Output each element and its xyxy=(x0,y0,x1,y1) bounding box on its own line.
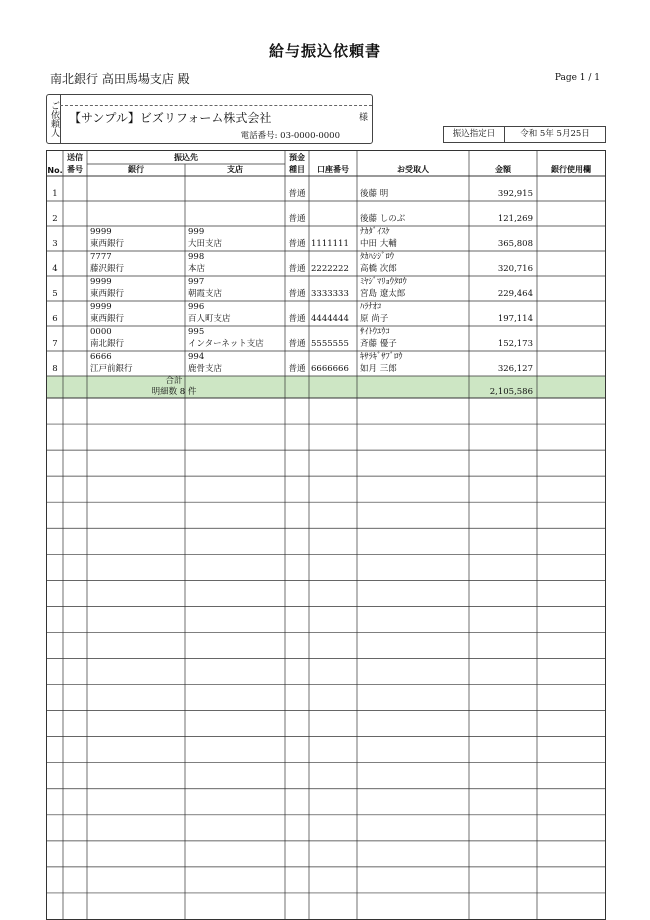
row-recipient-kana: ﾀｶﾊｼｼﾞﾛｳ xyxy=(360,252,395,262)
client-honorific: 様 xyxy=(358,113,368,123)
row-recipient-name: 後藤 明 xyxy=(360,189,389,199)
row-recipient-name: 原 尚子 xyxy=(360,314,389,324)
page-number: Page 1 / 1 xyxy=(554,73,600,83)
row-deposit-type: 普通 xyxy=(288,339,306,349)
row-no: 5 xyxy=(52,289,58,299)
row-recipient-kana: ｷｻﾗｷﾞｻﾌﾞﾛｳ xyxy=(360,352,403,362)
row-deposit-type: 普通 xyxy=(288,314,306,324)
row-no: 1 xyxy=(52,189,58,199)
row-account: 4444444 xyxy=(311,314,349,324)
client-phone: 電話番号: 03-0000-0000 xyxy=(240,131,340,141)
row-bank: 江戸前銀行 xyxy=(90,364,133,374)
header-account: 口座番号 xyxy=(317,165,349,174)
transfer-date-label: 振込指定日 xyxy=(444,127,505,142)
row-bank: 東西銀行 xyxy=(90,239,125,249)
row-no: 6 xyxy=(52,314,58,324)
row-branch: インターネット支店 xyxy=(188,339,264,349)
row-deposit-type: 普通 xyxy=(288,214,306,224)
transfer-date-box xyxy=(443,126,606,143)
client-box xyxy=(46,94,373,144)
row-branch-code: 997 xyxy=(188,277,205,287)
row-account: 1111111 xyxy=(311,239,349,249)
row-amount: 320,716 xyxy=(497,264,533,274)
row-branch: 朝霞支店 xyxy=(188,289,223,299)
row-account: 3333333 xyxy=(311,289,349,299)
header-bank-use: 銀行使用欄 xyxy=(551,165,591,174)
row-recipient-kana: ｻｲﾄｳﾕｳｺ xyxy=(360,327,390,337)
row-recipient-name: 高橋 次郎 xyxy=(360,264,397,274)
row-branch-code: 998 xyxy=(188,252,205,262)
total-count: 明細数 8 件 xyxy=(151,387,197,397)
row-account: 2222222 xyxy=(311,264,349,274)
row-no: 3 xyxy=(52,239,58,249)
row-bank-code: 9999 xyxy=(90,277,112,287)
header-destination: 振込先 xyxy=(174,153,198,162)
row-recipient-name: 斉藤 優子 xyxy=(360,339,397,349)
row-no: 7 xyxy=(52,339,58,349)
row-branch-code: 995 xyxy=(188,327,205,337)
row-branch: 鹿骨支店 xyxy=(188,364,223,374)
addressee-bank: 南北銀行 高田馬場支店 殿 xyxy=(50,72,190,86)
row-recipient-name: 宮島 遼太郎 xyxy=(360,289,406,299)
client-divider xyxy=(60,105,372,106)
row-amount: 121,269 xyxy=(497,214,533,224)
row-branch: 大田支店 xyxy=(188,239,223,249)
total-amount: 2,105,586 xyxy=(489,387,533,397)
row-amount: 392,915 xyxy=(497,189,533,199)
row-recipient-name: 如月 三郎 xyxy=(360,364,397,374)
client-side-label: ご依頼人 xyxy=(47,95,61,143)
row-account: 6666666 xyxy=(311,364,349,374)
header-branch: 支店 xyxy=(227,165,243,174)
row-amount: 326,127 xyxy=(497,364,533,374)
row-deposit-type: 普通 xyxy=(288,264,306,274)
row-bank: 南北銀行 xyxy=(90,339,125,349)
row-bank: 東西銀行 xyxy=(90,314,125,324)
client-name: 【サンプル】ビズリフォーム株式会社 xyxy=(69,111,272,125)
row-no: 4 xyxy=(52,264,58,274)
document-title: 給与振込依頼書 xyxy=(268,42,381,60)
header-send-top: 送信 xyxy=(67,153,83,162)
row-account: 5555555 xyxy=(311,339,349,349)
row-amount: 152,173 xyxy=(497,339,533,349)
row-deposit-type: 普通 xyxy=(288,289,306,299)
row-bank-code: 9999 xyxy=(90,227,112,237)
header-deposit-bottom: 種目 xyxy=(289,165,305,174)
header-recipient: お受取人 xyxy=(397,165,429,174)
header-send-bottom: 番号 xyxy=(67,165,83,174)
row-bank: 藤沢銀行 xyxy=(90,264,125,274)
row-branch: 百人町支店 xyxy=(188,314,231,324)
transfer-date-value: 令和 5年 5月25日 xyxy=(520,129,590,139)
row-branch-code: 994 xyxy=(188,352,205,362)
row-branch: 本店 xyxy=(188,264,206,274)
row-recipient-kana: ﾅｶﾀﾞｲｽｹ xyxy=(360,227,390,237)
row-recipient-kana: ﾊﾗﾅｵｺ xyxy=(360,302,382,312)
row-deposit-type: 普通 xyxy=(288,239,306,249)
row-branch-code: 996 xyxy=(188,302,205,312)
total-label: 合計 xyxy=(165,376,183,386)
transfer-table xyxy=(46,150,606,920)
header-amount: 金額 xyxy=(495,165,511,174)
row-deposit-type: 普通 xyxy=(288,189,306,199)
row-bank-code: 9999 xyxy=(90,302,112,312)
header-deposit-top: 預金 xyxy=(289,153,305,162)
row-deposit-type: 普通 xyxy=(288,364,306,374)
row-bank-code: 0000 xyxy=(90,327,112,337)
row-amount: 365,808 xyxy=(497,239,533,249)
row-amount: 197,114 xyxy=(497,314,533,324)
header-bank: 銀行 xyxy=(128,165,144,174)
row-branch-code: 999 xyxy=(188,227,205,237)
row-recipient-kana: ﾐﾔｼﾞﾏﾘｮｳﾀﾛｳ xyxy=(360,277,407,287)
row-no: 8 xyxy=(52,364,58,374)
row-amount: 229,464 xyxy=(497,289,533,299)
row-recipient-name: 後藤 しのぶ xyxy=(360,214,406,224)
row-bank-code: 7777 xyxy=(90,252,112,262)
header-no: No. xyxy=(47,166,63,175)
row-bank: 東西銀行 xyxy=(90,289,125,299)
row-bank-code: 6666 xyxy=(90,352,112,362)
row-recipient-name: 中田 大輔 xyxy=(360,239,397,249)
row-no: 2 xyxy=(52,214,58,224)
